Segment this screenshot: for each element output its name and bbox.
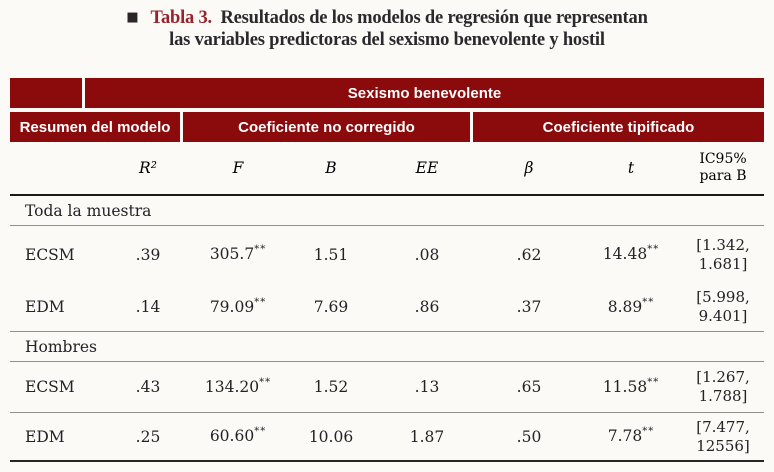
colhead-ee: EE	[415, 159, 439, 177]
cell-ic95	[682, 236, 764, 274]
caption-label: Tabla 3.	[150, 8, 212, 28]
table-row-ecsm	[10, 362, 764, 413]
cell-t	[580, 427, 682, 445]
cell-ic95-line2: 1.788]	[698, 387, 748, 405]
cell-b: 1.52	[313, 378, 349, 396]
cell-r2: .43	[135, 378, 161, 396]
colhead-ic95-line2: para B	[699, 168, 747, 184]
cell-ic95-line2: 1.681]	[698, 254, 748, 273]
cell-r2: .39	[135, 245, 161, 264]
colhead-b: B	[325, 159, 337, 177]
header-standardized-coefficient: Coeficiente tipificado	[473, 112, 764, 142]
significance-stars: **	[254, 244, 267, 256]
section-label-hombres: Hombres	[10, 332, 764, 362]
cell-b: 7.69	[313, 298, 349, 316]
section-label-toda-la-muestra: Toda la muestra	[10, 196, 764, 226]
header-spacer-cell	[10, 78, 82, 108]
significance-stars: **	[642, 296, 655, 308]
cell-ic95-line1: [7.477,	[696, 417, 750, 436]
cell-ic95-line1: [1.267,	[696, 368, 750, 386]
cell-b: 1.51	[313, 245, 349, 264]
row-label: EDM	[25, 427, 65, 446]
cell-f-value: 305.7	[209, 245, 255, 264]
row-label: EDM	[25, 298, 65, 316]
cell-t	[580, 245, 682, 263]
caption-line-2: las variables predictoras del sexismo benevolente y hostil	[169, 30, 605, 50]
cell-t-value: 8.89	[607, 298, 643, 317]
cell-r2: .14	[135, 298, 161, 316]
significance-stars: **	[259, 376, 272, 388]
cell-f	[190, 378, 286, 396]
cell-f	[190, 427, 286, 445]
cell-ee: .86	[414, 298, 440, 316]
cell-beta: .62	[516, 245, 542, 264]
cell-ic95-line2: 9.401]	[698, 307, 748, 325]
header-unadjusted-coefficient: Coeficiente no corregido	[183, 112, 470, 142]
table-caption	[0, 7, 774, 51]
colhead-f: F	[232, 159, 244, 177]
cell-ee: 1.87	[409, 427, 445, 446]
cell-f-value: 79.09	[209, 298, 255, 317]
significance-stars: **	[642, 426, 655, 438]
table-row-ecsm	[10, 226, 764, 283]
regression-table	[10, 78, 764, 462]
caption-text-1: Resultados de los modelos de regresión que representan	[220, 8, 648, 28]
cell-ic95	[682, 368, 764, 406]
cell-beta: .37	[516, 298, 542, 316]
table-row-edm	[10, 283, 764, 332]
significance-stars: **	[647, 244, 660, 256]
significance-stars: **	[254, 296, 267, 308]
cell-beta: .65	[516, 378, 542, 396]
cell-f	[190, 298, 286, 316]
cell-f	[190, 245, 286, 263]
cell-ic95	[682, 418, 764, 456]
cell-ic95-line2: 12556]	[696, 436, 750, 455]
colhead-ic95-line1: IC95%	[699, 151, 747, 167]
cell-t	[580, 378, 682, 396]
colhead-t: t	[627, 159, 635, 177]
header-group-row	[10, 78, 764, 108]
cell-ic95-line1: [5.998,	[696, 288, 750, 306]
cell-t	[580, 298, 682, 316]
cell-b: 10.06	[308, 427, 354, 446]
cell-r2: .25	[135, 427, 161, 446]
header-model-summary: Resumen del modelo	[10, 112, 180, 142]
cell-beta: .50	[516, 427, 542, 446]
bullet-square-icon: ■	[126, 10, 139, 25]
cell-ee: .08	[414, 245, 440, 264]
cell-ee: .13	[414, 378, 440, 396]
cell-t-value: 14.48	[602, 245, 648, 264]
significance-stars: **	[647, 376, 660, 388]
colhead-beta: β	[524, 159, 534, 177]
header-subgroup-row	[10, 112, 764, 142]
table-row-edm	[10, 413, 764, 462]
header-group-title: Sexismo benevolente	[85, 78, 764, 108]
cell-t-value: 11.58	[602, 378, 648, 397]
colhead-ic95	[682, 151, 764, 185]
column-header-row	[10, 142, 764, 196]
cell-f-value: 134.20	[204, 378, 260, 397]
cell-t-value: 7.78	[607, 427, 643, 446]
row-label: ECSM	[25, 378, 75, 396]
cell-f-value: 60.60	[209, 427, 255, 446]
cell-ic95-line1: [1.342,	[696, 235, 750, 254]
significance-stars: **	[254, 426, 267, 438]
caption-line-1	[0, 7, 774, 29]
row-label: ECSM	[25, 245, 75, 264]
colhead-r2: R²	[139, 159, 157, 177]
cell-ic95	[682, 288, 764, 326]
